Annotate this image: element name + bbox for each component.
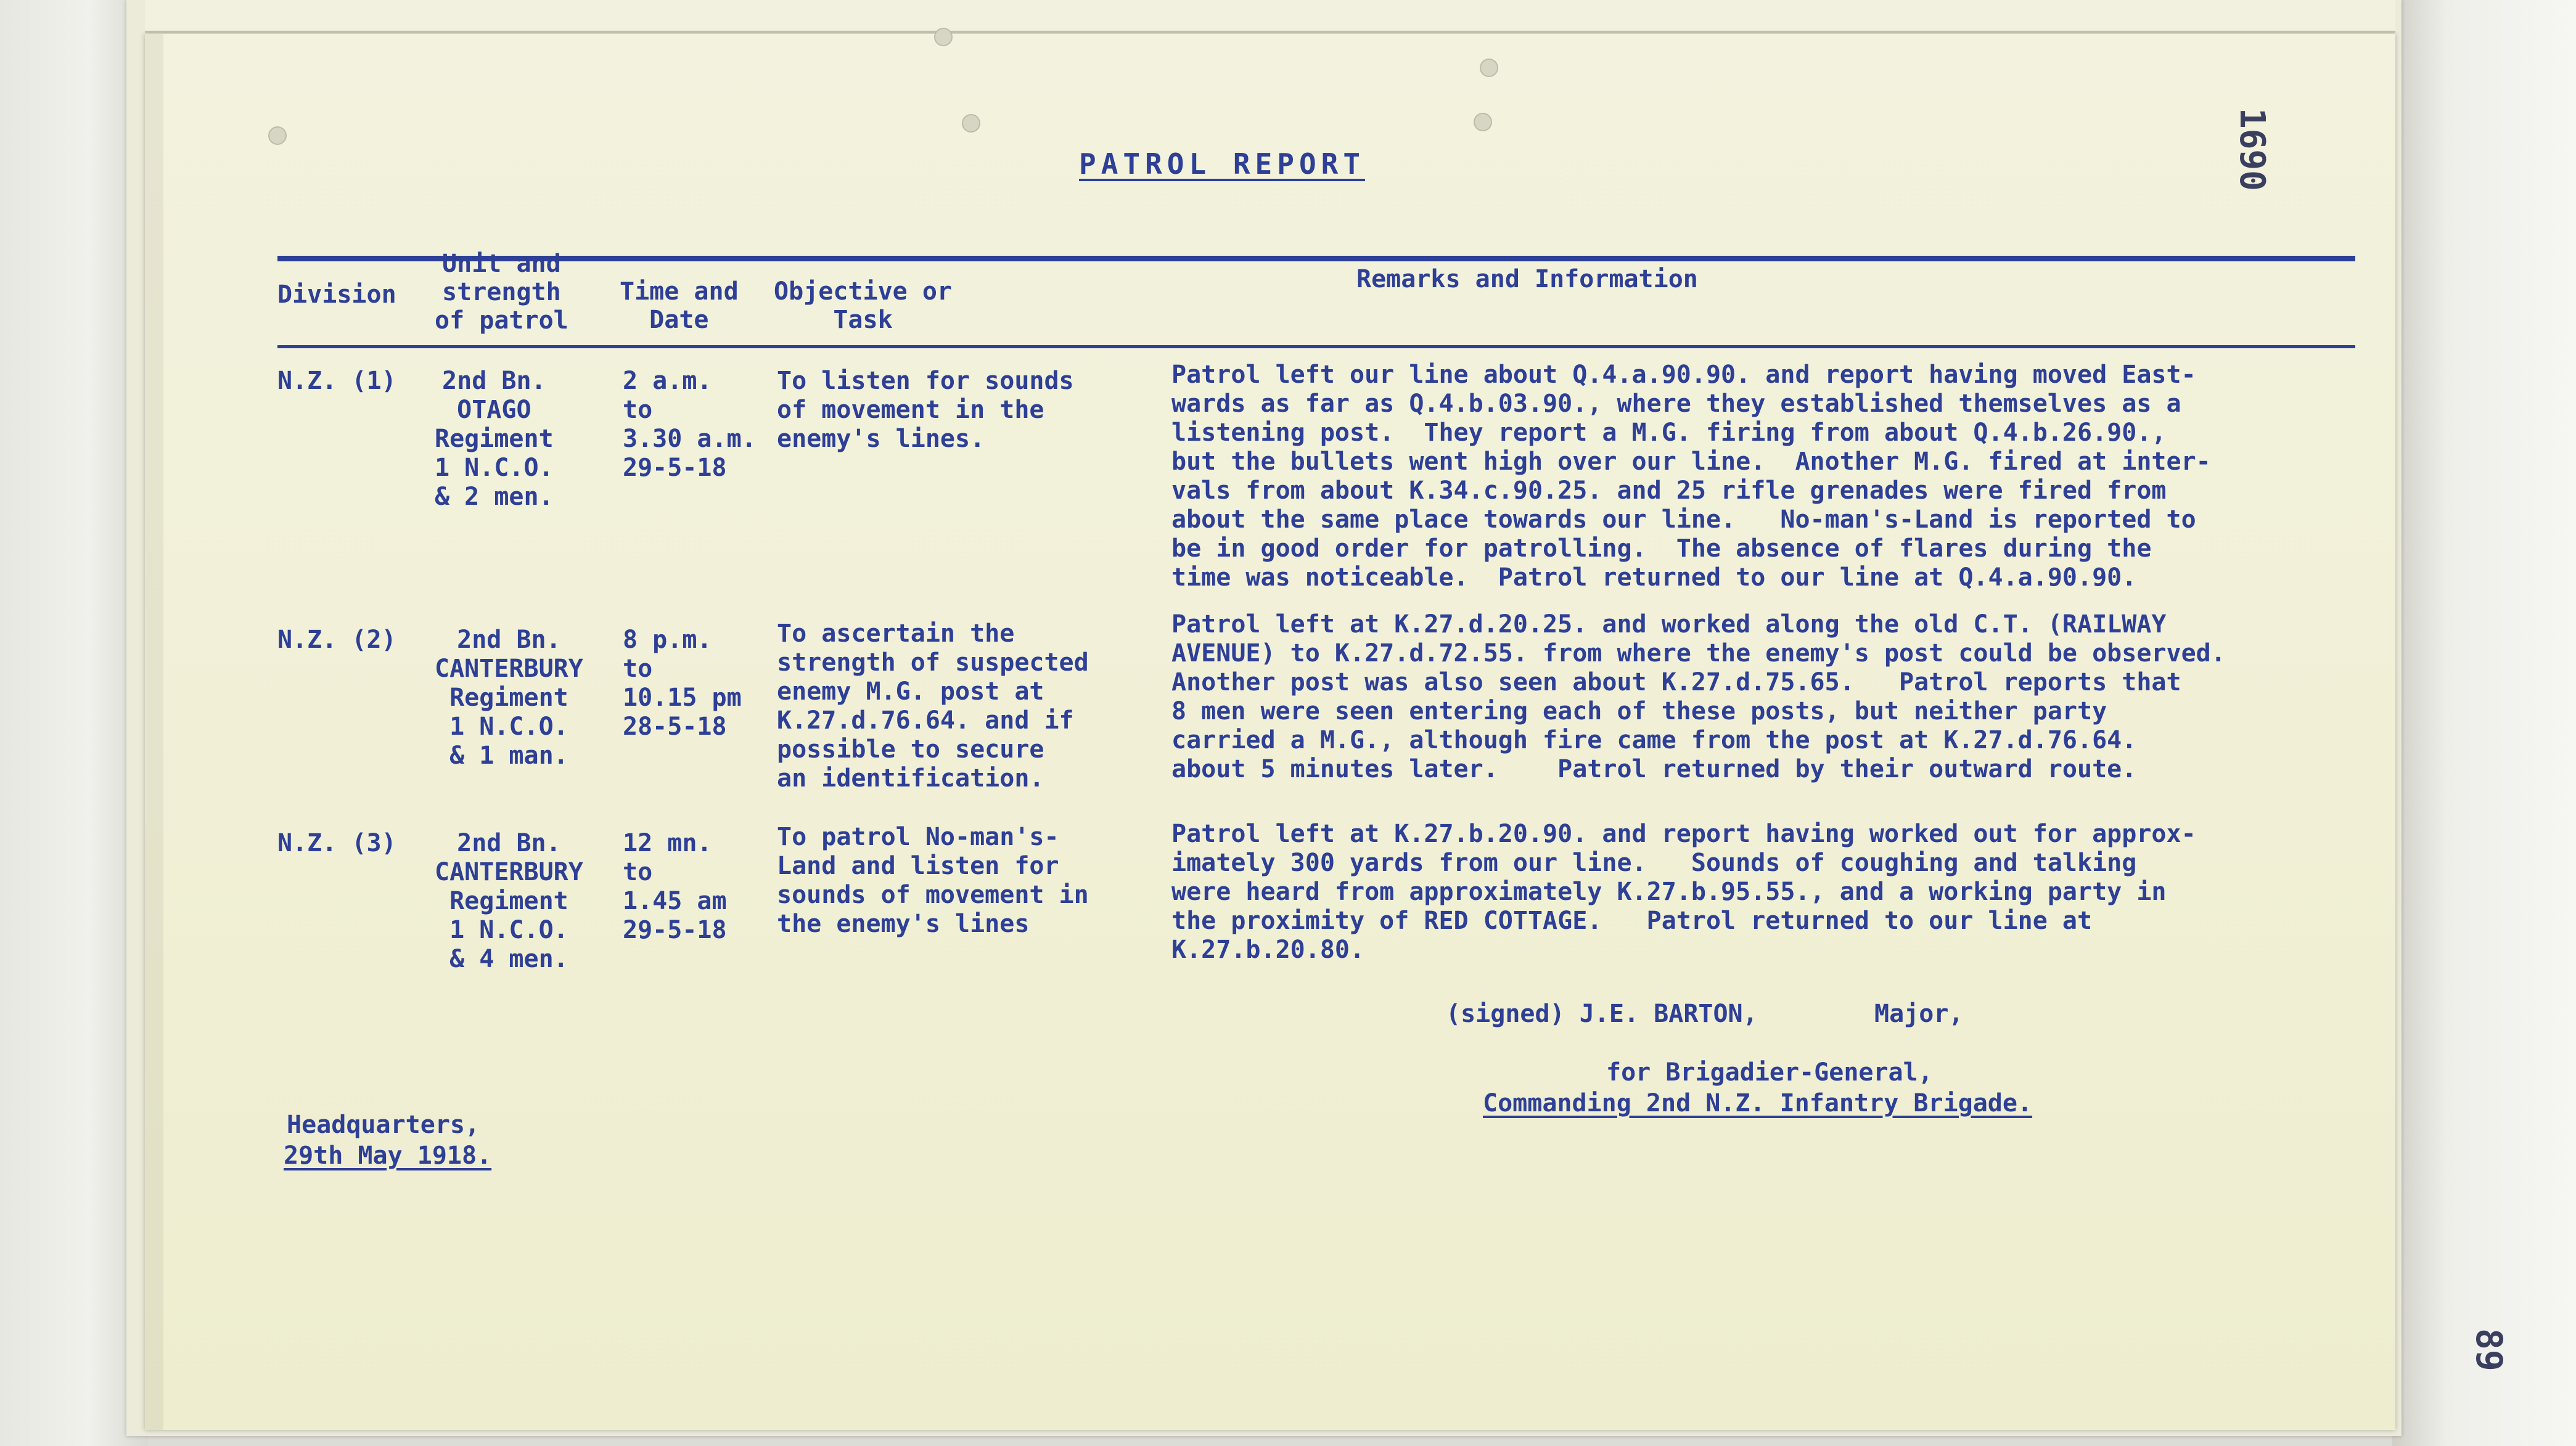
row-1-unit: 2nd Bn. OTAGO Regiment 1 N.C.O. & 2 men.: [435, 367, 554, 511]
row-1-time: 2 a.m. to 3.30 a.m. 29-5-18: [623, 367, 757, 482]
row-3-remarks: Patrol left at K.27.b.20.90. and report having worked out for approx- imately 300 yards from our line. Sounds of coughing and talking were heard from approximately K.27.b.95.55., and a working party in the proximity of RED COTTAGE. Patrol returned to our line at K.27.b.20.80.: [1171, 820, 2196, 964]
header-division: Division: [277, 280, 396, 309]
header-objective: Objective or Task: [774, 277, 952, 334]
background-sheet-right: [2392, 0, 2576, 1446]
row-1-remarks: Patrol left our line about Q.4.a.90.90. and report having moved East- wards as far as Q.4.b.03.90., where they established themselves as a listening post. They report a M.G. firing from about Q.4.b.26.90., but the bullets went high over our line. Another M.G. fired at inter- vals from about K.34.c.90.25. and 25 rifle grenades were fired from about the same place towards our line. No-man's-Land is reported to be in good order for patrolling. The absence of flares during the time was noticeable. Patrol returned to our line at Q.4.a.90.90.: [1171, 361, 2211, 592]
header-time: Time and Date: [620, 277, 739, 334]
top-page-strip: [145, 0, 2395, 33]
page-edge-shadow: [145, 34, 163, 1430]
row-3-time: 12 mn. to 1.45 am 29-5-18: [623, 829, 727, 944]
folio-number-bottom: 89: [2468, 1328, 2510, 1371]
folio-number-top: 1690: [2232, 108, 2272, 191]
row-3-division: N.Z. (3): [277, 829, 396, 857]
row-2-objective: To ascertain the strength of suspected enemy M.G. post at K.27.d.76.64. and if possible to secure an identification.: [777, 619, 1089, 793]
background-sheet-left: [0, 0, 148, 1446]
signature-signed: (signed) J.E. BARTON,: [1446, 1000, 1758, 1028]
punch-hole-3: [1480, 59, 1498, 77]
origin-date: 29th May 1918.: [284, 1142, 492, 1170]
punch-hole-2: [962, 114, 980, 133]
row-1-division: N.Z. (1): [277, 367, 396, 395]
header-unit: Unit and strength of patrol: [435, 250, 568, 335]
row-3-unit: 2nd Bn. CANTERBURY Regiment 1 N.C.O. & 4 men.: [435, 829, 583, 973]
row-2-time: 8 p.m. to 10.15 pm 28-5-18: [623, 626, 742, 741]
origin-place: Headquarters,: [287, 1111, 480, 1139]
punch-hole-1: [934, 28, 953, 46]
signature-command: Commanding 2nd N.Z. Infantry Brigade.: [1483, 1089, 2033, 1117]
patrol-report-page: [145, 34, 2510, 1430]
document-title: PATROL REPORT: [1079, 147, 1366, 181]
header-remarks: Remarks and Information: [1356, 265, 1698, 293]
signature-for-line: for Brigadier-General,: [1606, 1058, 1933, 1087]
table-header-rule: [277, 345, 2355, 348]
row-1-objective: To listen for sounds of movement in the enemy's lines.: [777, 367, 1074, 453]
table-top-rule: [277, 256, 2355, 261]
punch-hole-5: [268, 126, 287, 145]
punch-hole-4: [1474, 113, 1492, 131]
row-3-objective: To patrol No-man's- Land and listen for sounds of movement in the enemy's lines: [777, 823, 1089, 938]
row-2-unit: 2nd Bn. CANTERBURY Regiment 1 N.C.O. & 1 man.: [435, 626, 583, 770]
signature-rank: Major,: [1874, 1000, 1964, 1028]
row-2-remarks: Patrol left at K.27.d.20.25. and worked along the old C.T. (RAILWAY AVENUE) to K.27.d.72.55. from where the enemy's post could be observed. Another post was also seen about K.27.d.75.65. Patrol reports that 8 men were seen entering each of these posts, but neither party carried a M.G., although fire came from the post at K.27.d.76.64. about 5 minutes later. Patrol returned by their outward route.: [1171, 610, 2226, 783]
row-2-division: N.Z. (2): [277, 626, 396, 654]
